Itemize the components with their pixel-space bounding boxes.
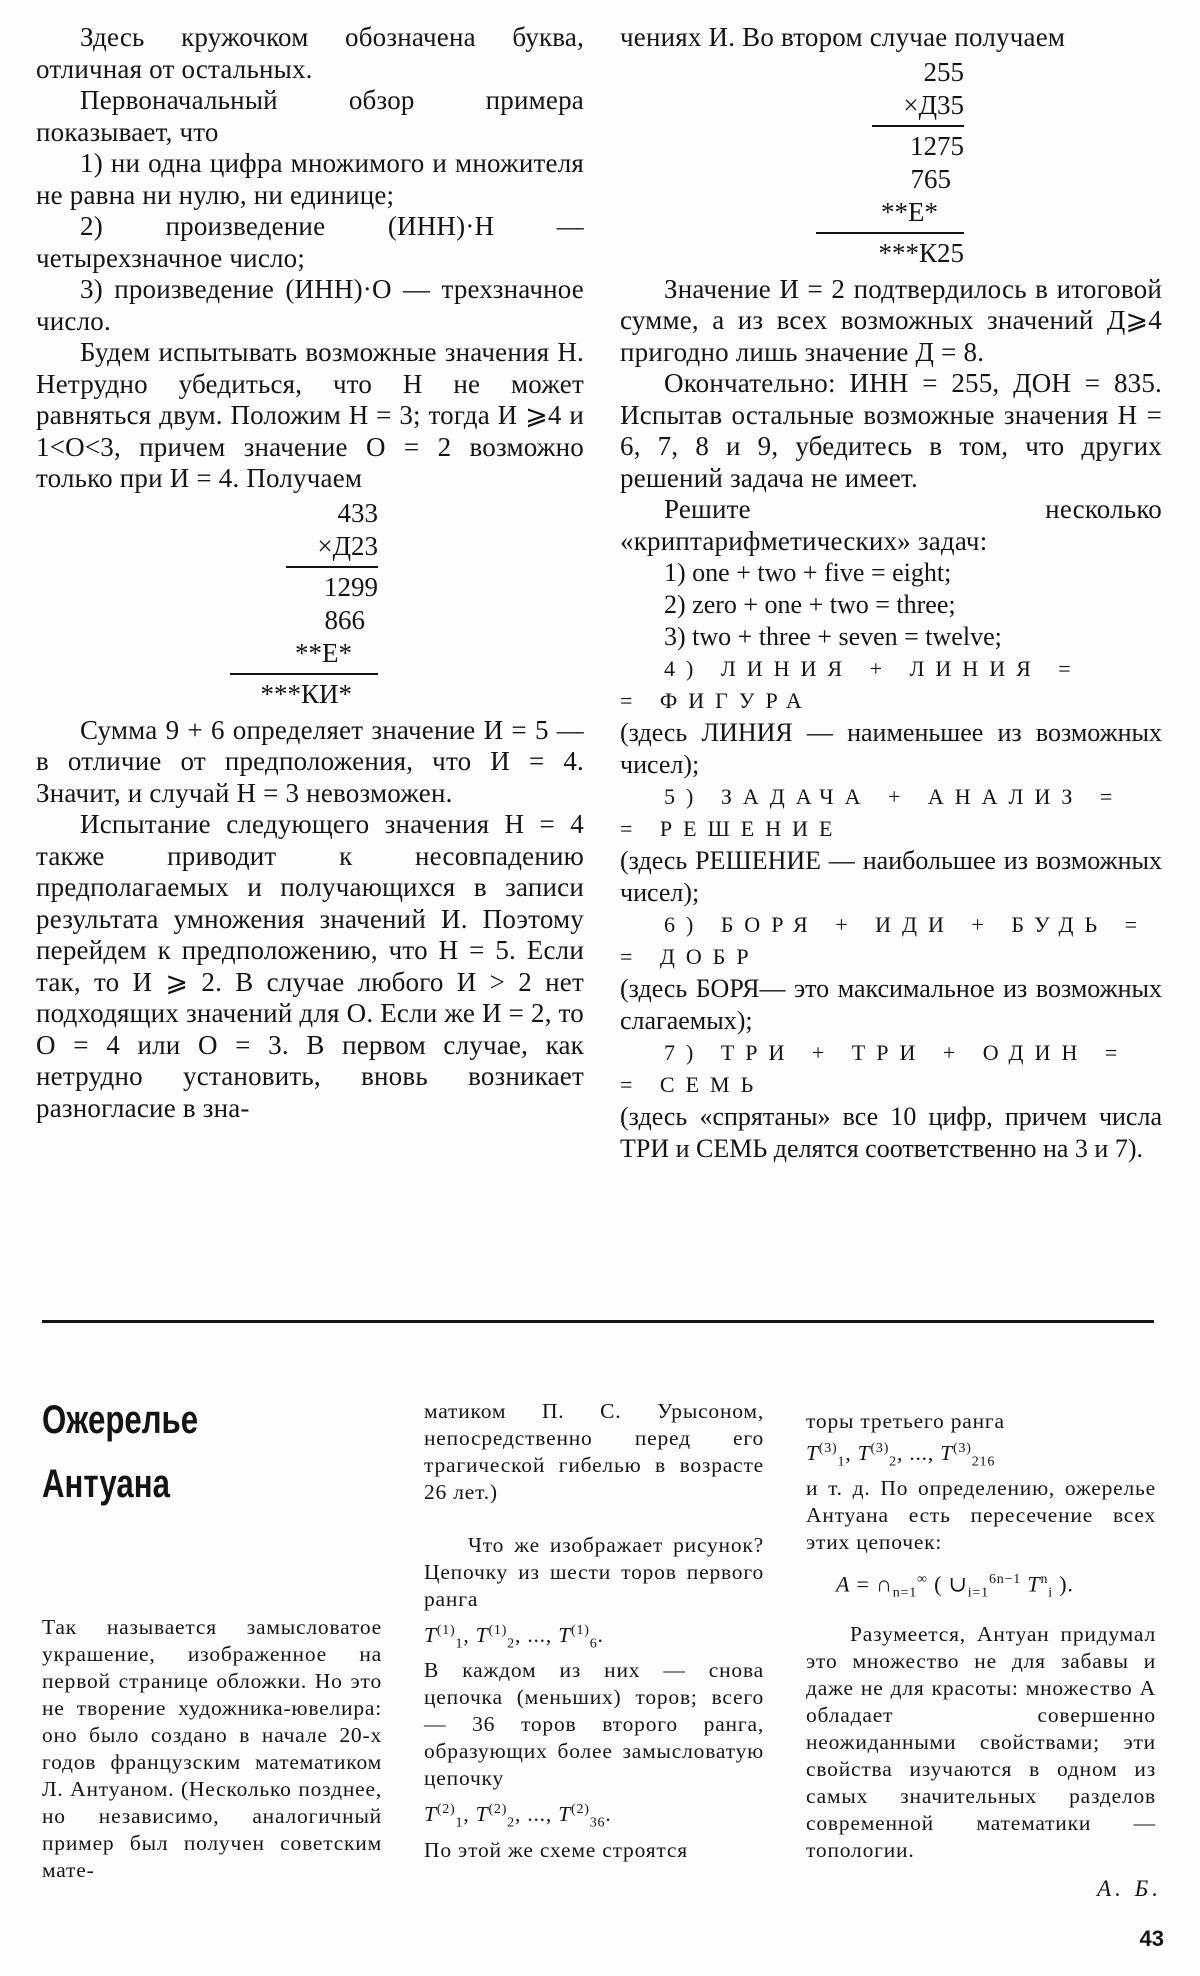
- math-formula: $T^{(2)}_1$, $T^{(2)}_2$, ..., $T^{(2)}_{36}$.: [424, 1802, 612, 1831]
- puzzle-6-result: = ДОБР: [620, 944, 760, 969]
- paragraph: торы третьего ранга: [806, 1409, 1005, 1433]
- paragraph: Испытание следующего значения Н = 4 также приводит к несовпадению предполагаемых и получающихся в записи результата умножения значений И. Поэтому перейдем к предположению, что Н = 5. Если так, то И ⩾ 2. В случае любого И > 2 нет подходящих значений для О. Если же И = 2, то О = 4 или О = 3. В первом случае, как нетрудно установить, вновь возникает разногласие в зна-: [36, 809, 584, 1123]
- right-column: [620, 22, 1162, 1165]
- calc-rule: [872, 125, 964, 127]
- paragraph: Значение И = 2 подтвердилось в итоговой сумме, а из всех возможных значений Д⩾4 пригодно лишь значение Д = 8.: [620, 273, 1162, 367]
- list-item: 3) произведение (ИНН)·О — трехзначное число.: [36, 274, 584, 336]
- article-title: [42, 1388, 198, 1516]
- calc-multiplier: ×Д35: [903, 89, 964, 120]
- paragraph: Будем испытывать возможные значения Н. Нетрудно убедиться, что Н не может равняться двум. Положим Н = 3; тогда И ⩾4 и 1<О<3, причем значение О = 2 возможно только при И = 4. Получаем: [36, 337, 584, 493]
- paragraph: Здесь кружочком обозначена буква, отличная от остальных.: [36, 22, 584, 84]
- paragraph: чениях И. Во втором случае получаем: [620, 22, 1066, 52]
- puzzle-6-note: (здесь БОРЯ— это максимальное из возможных слагаемых);: [620, 974, 1162, 1035]
- calc-multiplicand: 255: [923, 56, 964, 87]
- puzzle-5-note: (здесь РЕШЕНИЕ — наибольшее из возможных чисел);: [620, 846, 1162, 907]
- bottom-column-1: [42, 1614, 382, 1884]
- paragraph: Что же изображает рисунок? Цепочку из шести торов первого ранга: [424, 1533, 764, 1611]
- puzzle-5-result: = РЕШЕНИЕ: [620, 816, 844, 841]
- paragraph: Первоначальный обзор примера показывает, что: [36, 85, 584, 147]
- title-line-2: Антуана: [42, 1462, 170, 1506]
- paragraph: Окончательно: ИНН = 255, ДОН = 835. Испытав остальные возможные значения Н = 6, 7, 8 и 9, убедитесь в том, что других решений задача не имеет.: [620, 368, 1162, 493]
- puzzle-4-note: (здесь ЛИНИЯ — наименьшее из возможных чисел);: [620, 718, 1162, 779]
- calc-partial-2: 866: [324, 604, 365, 635]
- puzzle-7-note: (здесь «спрятаны» все 10 цифр, причем числа ТРИ и СЕМЬ делятся соответственно на 3 и 7).: [620, 1102, 1162, 1163]
- paragraph: В каждом из них — снова цепочка (меньших) торов; всего — 36 торов второго ранга, образующих более замысловатую цепочку: [424, 1658, 764, 1791]
- calc-partial-3: **Е*: [295, 637, 352, 668]
- puzzle-6: 6) БОРЯ + ИДИ + БУДЬ =: [664, 912, 1149, 937]
- puzzle-2: 2) zero + one + two = three;: [664, 590, 956, 619]
- paragraph: Решите несколько «криптарифметических» задач:: [620, 494, 1162, 556]
- paragraph: По этой же схеме строятся: [424, 1837, 688, 1862]
- math-formula: $A = \cap_{n=1}^\infty$ ( $\cup_{i=1}^{6n-1}$ $T^n_i$ ).: [836, 1571, 1074, 1602]
- signature: А. Б.: [1097, 1876, 1162, 1901]
- puzzle-4-result: = ФИГУРА: [620, 688, 813, 713]
- paragraph: Разумеется, Антуан придумал это множество не для забавы и даже не для красоты: множество A обладает совершенно неожиданными свойствами; эти свойства изучаются в одном из самых значительных разделов современной математики — топологии.: [806, 1622, 1156, 1863]
- calc-rule: [816, 232, 964, 234]
- puzzle-4: 4) ЛИНИЯ + ЛИНИЯ =: [664, 656, 1082, 681]
- calc-rule: [230, 673, 378, 675]
- list-item: 2) произведение (ИНН)·Н — четырехзначное число;: [36, 211, 584, 273]
- section-divider: [42, 1320, 1154, 1323]
- calc-result: ***КИ*: [260, 678, 352, 709]
- calc-partial-1: 1275: [910, 130, 964, 161]
- puzzle-3: 3) two + three + seven = twelve;: [664, 622, 1002, 651]
- puzzle-5: 5) ЗАДАЧА + АНАЛИЗ =: [664, 784, 1124, 809]
- page-number: 43: [1139, 1926, 1164, 1951]
- puzzle-7: 7) ТРИ + ТРИ + ОДИН =: [664, 1040, 1129, 1065]
- left-column: [36, 22, 584, 1124]
- paragraph: и т. д. По определению, ожерелье Антуана есть пересечение всех этих цепочек:: [806, 1476, 1156, 1555]
- paragraph: матиком П. С. Урысоном, непосредственно перед его трагической гибелью в возрасте 26 лет.): [424, 1399, 764, 1504]
- puzzle-7-result: = СЕМЬ: [620, 1072, 765, 1097]
- calc-partial-2: 765: [910, 163, 951, 194]
- bottom-column-2: [424, 1398, 764, 1864]
- calc-multiplicand: 433: [337, 497, 378, 528]
- bottom-column-3: [806, 1408, 1156, 1864]
- multiplication-example-2: [620, 56, 964, 270]
- puzzle-1: 1) one + two + five = eight;: [664, 558, 952, 587]
- list-item: 1) ни одна цифра множимого и множителя не равна ни нулю, ни единице;: [36, 148, 584, 210]
- calc-partial-3: **Е*: [881, 196, 938, 227]
- math-formula: $T^{(1)}_1$, $T^{(1)}_2$, ..., $T^{(1)}_6$.: [424, 1623, 604, 1652]
- calc-result: ***К25: [878, 237, 964, 268]
- calc-rule: [286, 566, 378, 568]
- multiplication-example-1: [36, 497, 378, 711]
- paragraph: Сумма 9 + 6 определяет значение И = 5 — в отличие от предположения, что И = 4. Значит, и случай Н = 3 невозможен.: [36, 714, 584, 808]
- calc-partial-1: 1299: [324, 571, 378, 602]
- paragraph: Так называется замысловатое украшение, изображенное на первой странице обложки. Но это не творение художника-ювелира: оно было создано в начале 20-х годов французским математиком Л. Антуаном. (Несколько позднее, но независимо, аналогичный пример был получен советским мате-: [42, 1615, 382, 1882]
- title-line-1: Ожерелье: [42, 1398, 199, 1442]
- math-formula: $T^{(3)}_1$, $T^{(3)}_2$, ..., $T^{(3)}_{216}$: [806, 1441, 996, 1470]
- calc-multiplier: ×Д23: [317, 530, 378, 561]
